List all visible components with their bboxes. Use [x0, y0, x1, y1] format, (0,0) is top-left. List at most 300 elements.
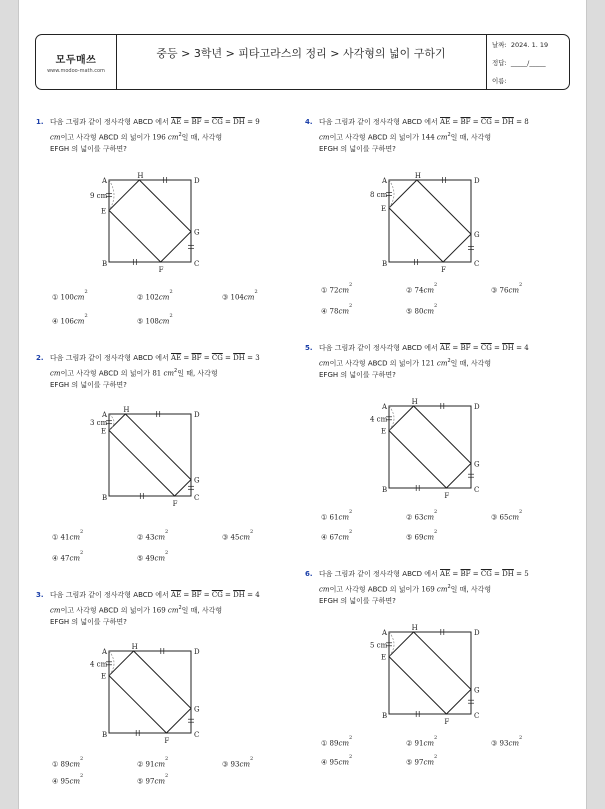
segment-length: 5 — [524, 570, 529, 578]
answer-choice-5[interactable] — [406, 754, 438, 767]
vertex-label-b: B — [382, 486, 388, 494]
choice-value: 93 — [499, 739, 509, 748]
vertex-label-h: H — [411, 398, 418, 406]
choice-exponent: 2 — [165, 529, 169, 535]
date-row — [492, 40, 548, 49]
choice-unit: cm — [423, 513, 434, 522]
choice-exponent: 2 — [165, 773, 169, 779]
brand-name: 모두매쓰 — [55, 55, 97, 66]
choice-number: ② — [406, 513, 413, 522]
area-value: 169 — [152, 605, 166, 614]
segment-ae: $\overline{AE}$ — [440, 570, 451, 578]
side-length-label: 5 cm — [370, 641, 388, 650]
answer-choice-2[interactable] — [137, 529, 169, 542]
area-value: 121 — [421, 358, 435, 367]
answer-choice-5[interactable] — [137, 773, 169, 786]
choice-value: 67 — [329, 533, 339, 542]
square-efgh — [389, 406, 471, 488]
choice-number: ⑤ — [406, 533, 413, 542]
vertex-label-c: C — [474, 486, 480, 494]
side-length-label: 8 cm — [370, 190, 388, 199]
choice-exponent: 2 — [349, 754, 353, 760]
choice-value: 93 — [230, 760, 240, 769]
problem-question: EFGH 의 넓이를 구하면? — [319, 597, 396, 606]
breadcrumb: 중등 > 3학년 > 피타고라스의 정리 > 사각형의 넓이 구하기 — [156, 47, 446, 60]
choice-value: 108 — [145, 317, 159, 326]
choice-number: ③ — [222, 533, 229, 542]
problem-question: EFGH 의 넓이를 구하면? — [319, 371, 396, 380]
answer-choice-4[interactable] — [321, 529, 353, 542]
choice-unit: cm — [69, 760, 80, 769]
name-label: 이름: — [492, 77, 507, 85]
choice-exponent: 2 — [80, 550, 84, 556]
problem-tail: 일 때, 사각형 — [181, 132, 223, 141]
answer-choice-4[interactable] — [52, 550, 84, 563]
vertex-label-b: B — [102, 731, 108, 739]
area-exponent: 2 — [178, 604, 182, 611]
choice-number: ④ — [52, 777, 59, 786]
segment-ae: $\overline{AE}$ — [440, 118, 451, 126]
answer-choice-1[interactable] — [52, 756, 84, 769]
answer-choice-2[interactable] — [137, 289, 173, 302]
choice-exponent: 2 — [80, 756, 84, 762]
problem-question: EFGH 의 넓이를 구하면? — [50, 145, 127, 154]
choice-value: 47 — [60, 554, 70, 563]
choice-exponent: 2 — [254, 289, 258, 295]
choice-exponent: 2 — [349, 509, 353, 515]
problem-question: EFGH 의 넓이를 구하면? — [319, 145, 396, 154]
segment-dh: $\overline{DH}$ — [502, 570, 514, 578]
problem-number: 1. — [36, 118, 44, 126]
square-efgh — [109, 180, 191, 262]
square-figure — [89, 643, 219, 743]
choice-number: ④ — [321, 307, 328, 316]
square-figure — [369, 398, 499, 498]
choice-unit: cm — [69, 533, 80, 542]
vertex-label-c: C — [474, 260, 480, 268]
choice-unit: cm — [338, 533, 349, 542]
choice-exponent: 2 — [434, 754, 438, 760]
worksheet-page — [18, 0, 587, 809]
vertex-label-e: E — [101, 672, 107, 681]
choice-value: 91 — [414, 739, 424, 748]
vertex-label-a: A — [382, 177, 388, 185]
choice-unit: cm — [338, 758, 349, 767]
area-exponent: 2 — [447, 583, 451, 590]
choice-number: ③ — [491, 513, 498, 522]
choice-number: ① — [52, 533, 59, 542]
square-abcd — [389, 180, 471, 262]
vertex-label-f: F — [444, 718, 450, 724]
problem-tail: 일 때, 사각형 — [181, 605, 223, 614]
area-unit: cm — [436, 358, 448, 367]
choice-value: 104 — [230, 293, 244, 302]
length-unit: cm — [50, 605, 61, 614]
choice-number: ⑤ — [406, 758, 413, 767]
choice-value: 43 — [145, 533, 155, 542]
vertex-label-a: A — [382, 629, 388, 637]
problem-intro: 다음 그림과 같이 정사각형 ABCD 에서 — [319, 344, 438, 352]
area-value: 144 — [421, 132, 435, 141]
problem-number: 3. — [36, 591, 44, 599]
answer-choice-2[interactable] — [406, 282, 438, 295]
vertex-label-d: D — [474, 629, 480, 637]
problem-mid: 이고 사각형 ABCD 의 넓이가 — [329, 132, 420, 141]
score-label: 정답: — [492, 59, 507, 67]
problem-number: 4. — [305, 118, 313, 126]
segment-length: 8 — [524, 118, 529, 126]
answer-choice-3[interactable] — [222, 756, 254, 769]
vertex-label-f: F — [172, 500, 178, 506]
segment-bf: $\overline{BF}$ — [460, 118, 471, 126]
problem-tail: 일 때, 사각형 — [450, 584, 492, 593]
segment-ae: $\overline{AE}$ — [171, 354, 182, 362]
choice-exponent: 2 — [434, 282, 438, 288]
side-length-label: 4 cm — [370, 415, 388, 424]
vertex-label-a: A — [102, 648, 108, 656]
choice-value: 72 — [329, 286, 339, 295]
problem-statement: 다음 그림과 같이 정사각형 ABCD 에서 $\overline{AE} = \overline{BF} = \overline{CG} = \overline{DH} = 4$ cm이고 사각형 ABCD 의 넓이가 121 $cm^2$일 때, 사각형 EFGH 의 넓이를 구하면? — [319, 344, 529, 380]
choice-unit: cm — [154, 554, 165, 563]
side-length-label: 9 cm — [90, 192, 108, 201]
problem-intro: 다음 그림과 같이 정사각형 ABCD 에서 — [319, 118, 438, 126]
choice-exponent: 2 — [84, 289, 88, 295]
square-efgh — [389, 180, 471, 262]
choice-value: 76 — [499, 286, 509, 295]
choice-unit: cm — [508, 739, 519, 748]
name-row — [492, 76, 507, 85]
choice-number: ② — [137, 293, 144, 302]
segment-bf: $\overline{BF}$ — [191, 591, 202, 599]
score-row — [492, 58, 546, 67]
choice-value: 102 — [145, 293, 159, 302]
answer-choice-4[interactable] — [321, 303, 353, 316]
choice-exponent: 2 — [165, 756, 169, 762]
vertex-label-a: A — [102, 177, 108, 185]
vertex-label-e: E — [381, 204, 387, 213]
segment-bf: $\overline{BF}$ — [460, 570, 471, 578]
vertex-label-d: D — [194, 411, 200, 419]
vertex-label-e: E — [101, 207, 107, 216]
segment-cg: $\overline{CG}$ — [480, 118, 492, 126]
segment-dh: $\overline{DH}$ — [233, 354, 245, 362]
answer-choice-3[interactable] — [491, 509, 523, 522]
choice-exponent: 2 — [434, 303, 438, 309]
choice-value: 95 — [329, 758, 339, 767]
date-value: 2024. 1. 19 — [510, 41, 549, 49]
area-exponent: 2 — [178, 131, 182, 138]
brand-box — [36, 35, 117, 89]
choice-unit: cm — [158, 293, 170, 302]
choice-number: ② — [137, 533, 144, 542]
choice-value: 69 — [414, 533, 424, 542]
problem-mid: 이고 사각형 ABCD 의 넓이가 — [60, 368, 151, 377]
vertex-label-g: G — [474, 231, 480, 240]
choice-unit: cm — [338, 307, 349, 316]
problem-statement: 다음 그림과 같이 정사각형 ABCD 에서 $\overline{AE} = \overline{BF} = \overline{CG} = \overline{DH} = 5$ cm이고 사각형 ABCD 의 넓이가 169 $cm^2$일 때, 사각형 EFGH 의 넓이를 구하면? — [319, 570, 529, 606]
vertex-label-h: H — [123, 406, 130, 414]
choice-value: 78 — [329, 307, 339, 316]
segment-bf: $\overline{BF}$ — [460, 344, 471, 352]
choice-unit: cm — [338, 739, 349, 748]
choice-value: 74 — [414, 286, 424, 295]
problem-number: 5. — [305, 344, 313, 352]
choice-unit: cm — [423, 307, 434, 316]
problem-statement: 다음 그림과 같이 정사각형 ABCD 에서 $\overline{AE} = \overline{BF} = \overline{CG} = \overline{DH} = 8$ cm이고 사각형 ABCD 의 넓이가 144 $cm^2$일 때, 사각형 EFGH 의 넓이를 구하면? — [319, 118, 529, 154]
choice-unit: cm — [239, 760, 250, 769]
vertex-label-f: F — [164, 737, 170, 743]
segment-dh: $\overline{DH}$ — [502, 118, 514, 126]
vertex-label-c: C — [474, 712, 480, 720]
choice-number: ① — [321, 513, 328, 522]
square-abcd — [109, 414, 191, 496]
choice-unit: cm — [154, 777, 165, 786]
answer-choice-1[interactable] — [321, 735, 353, 748]
choice-number: ⑤ — [137, 777, 144, 786]
segment-cg: $\overline{CG}$ — [211, 354, 223, 362]
area-exponent: 2 — [447, 131, 451, 138]
choice-number: ⑤ — [137, 554, 144, 563]
date-label: 날짜: — [492, 41, 507, 49]
vertex-label-g: G — [194, 705, 200, 714]
choice-number: ⑤ — [137, 317, 144, 326]
vertex-label-c: C — [194, 494, 200, 502]
choice-exponent: 2 — [434, 735, 438, 741]
segment-bf: $\overline{BF}$ — [191, 354, 202, 362]
segment-dh: $\overline{DH}$ — [502, 344, 514, 352]
problem-intro: 다음 그림과 같이 정사각형 ABCD 에서 — [319, 570, 438, 578]
vertex-label-d: D — [474, 403, 480, 411]
segment-dh: $\overline{DH}$ — [233, 591, 245, 599]
vertex-label-g: G — [194, 228, 200, 237]
choice-exponent: 2 — [519, 735, 523, 741]
choice-number: ② — [406, 286, 413, 295]
segment-dh: $\overline{DH}$ — [233, 118, 245, 126]
problem-tail: 일 때, 사각형 — [177, 368, 218, 377]
choice-exponent: 2 — [349, 282, 353, 288]
choice-exponent: 2 — [165, 550, 169, 556]
problem-mid: 이고 사각형 ABCD 의 넓이가 — [329, 584, 420, 593]
vertex-label-g: G — [194, 476, 200, 485]
choice-unit: cm — [69, 554, 80, 563]
area-unit: cm — [436, 132, 448, 141]
choice-number: ③ — [222, 760, 229, 769]
vertex-label-h: H — [411, 624, 418, 632]
answer-choice-1[interactable] — [321, 282, 353, 295]
vertex-label-d: D — [194, 177, 200, 185]
choice-number: ③ — [222, 293, 229, 302]
choice-exponent: 2 — [349, 735, 353, 741]
choice-value: 89 — [60, 760, 70, 769]
area-value: 196 — [152, 132, 166, 141]
problem-mid: 이고 사각형 ABCD 의 넓이가 — [329, 358, 420, 367]
problem-question: EFGH 의 넓이를 구하면? — [50, 618, 127, 627]
choice-unit: cm — [508, 286, 519, 295]
answer-choice-2[interactable] — [406, 509, 438, 522]
problem-number: 2. — [36, 354, 44, 362]
choice-exponent: 2 — [519, 282, 523, 288]
choice-unit: cm — [239, 533, 250, 542]
answer-choice-3[interactable] — [491, 282, 523, 295]
choice-unit: cm — [69, 777, 80, 786]
choice-value: 61 — [329, 513, 339, 522]
answer-choice-2[interactable] — [137, 756, 169, 769]
choice-unit: cm — [423, 758, 434, 767]
side-length-label: 4 cm — [90, 660, 108, 669]
choice-exponent: 2 — [519, 509, 523, 515]
answer-choice-4[interactable] — [52, 773, 84, 786]
vertex-label-a: A — [382, 403, 388, 411]
choice-value: 89 — [329, 739, 339, 748]
choice-exponent: 2 — [169, 289, 173, 295]
length-unit: cm — [319, 358, 330, 367]
problem-mid: 이고 사각형 ABCD 의 넓이가 — [60, 605, 151, 614]
problem-intro: 다음 그림과 같이 정사각형 ABCD 에서 — [50, 354, 169, 362]
choice-unit: cm — [243, 293, 255, 302]
score-value: _____/_____ — [510, 59, 546, 67]
problem-statement: 다음 그림과 같이 정사각형 ABCD 에서 $\overline{AE} = \overline{BF} = \overline{CG} = \overline{DH} = 4$ cm이고 사각형 ABCD 의 넓이가 169 $cm^2$일 때, 사각형 EFGH 의 넓이를 구하면? — [50, 591, 260, 627]
choice-exponent: 2 — [80, 773, 84, 779]
answer-choice-3[interactable] — [222, 289, 258, 302]
vertex-label-g: G — [474, 460, 480, 469]
area-unit: cm — [163, 368, 175, 377]
problem-mid: 이고 사각형 ABCD 의 넓이가 — [60, 132, 151, 141]
choice-exponent: 2 — [80, 529, 84, 535]
length-unit: cm — [319, 584, 330, 593]
problem-statement: 다음 그림과 같이 정사각형 ABCD 에서 $\overline{AE} = \overline{BF} = \overline{CG} = \overline{DH} = 9$ cm이고 사각형 ABCD 의 넓이가 196 $cm^2$일 때, 사각형 EFGH 의 넓이를 구하면? — [50, 118, 260, 154]
choice-value: 45 — [230, 533, 240, 542]
choice-unit: cm — [154, 760, 165, 769]
segment-length: 9 — [255, 118, 260, 126]
square-efgh — [389, 632, 471, 714]
length-unit: cm — [50, 368, 61, 377]
square-figure — [369, 624, 499, 724]
vertex-label-e: E — [381, 653, 387, 662]
choice-number: ④ — [52, 554, 59, 563]
choice-exponent: 2 — [84, 313, 88, 319]
answer-choice-5[interactable] — [406, 303, 438, 316]
vertex-label-h: H — [414, 172, 421, 180]
area-exponent: 2 — [447, 357, 451, 364]
answer-choice-5[interactable] — [406, 529, 438, 542]
vertex-label-a: A — [102, 411, 108, 419]
brand-url: www.modoo-math.com — [47, 68, 105, 74]
problem-tail: 일 때, 사각형 — [450, 358, 492, 367]
choice-exponent: 2 — [250, 756, 254, 762]
vertex-label-c: C — [194, 260, 200, 268]
choice-value: 97 — [414, 758, 424, 767]
choice-exponent: 2 — [250, 529, 254, 535]
choice-unit: cm — [154, 533, 165, 542]
vertex-label-f: F — [444, 492, 450, 498]
worksheet-header — [35, 34, 570, 90]
area-unit: cm — [167, 605, 179, 614]
vertex-label-f: F — [441, 266, 446, 272]
problem-number: 6. — [305, 570, 313, 578]
choice-number: ① — [321, 286, 328, 295]
choice-number: ④ — [321, 533, 328, 542]
area-exponent: 2 — [174, 367, 178, 374]
choice-exponent: 2 — [349, 529, 353, 535]
answer-choice-5[interactable] — [137, 550, 169, 563]
choice-value: 95 — [60, 777, 70, 786]
length-unit: cm — [50, 132, 61, 141]
problem-question: EFGH 의 넓이를 구하면? — [50, 381, 127, 390]
answer-choice-5[interactable] — [137, 313, 173, 326]
square-abcd — [109, 180, 191, 262]
choice-unit: cm — [73, 317, 85, 326]
problem-intro: 다음 그림과 같이 정사각형 ABCD 에서 — [50, 591, 169, 599]
vertex-label-h: H — [131, 643, 138, 651]
square-figure — [369, 172, 499, 272]
segment-ae: $\overline{AE}$ — [171, 118, 182, 126]
area-unit: cm — [167, 132, 179, 141]
vertex-label-b: B — [382, 260, 388, 268]
vertex-label-e: E — [101, 427, 107, 436]
segment-ae: $\overline{AE}$ — [171, 591, 182, 599]
choice-value: 63 — [414, 513, 424, 522]
meta-box — [486, 35, 571, 89]
choice-number: ③ — [491, 286, 498, 295]
choice-exponent: 2 — [434, 509, 438, 515]
answer-choice-1[interactable] — [52, 529, 84, 542]
choice-number: ② — [137, 760, 144, 769]
choice-number: ③ — [491, 739, 498, 748]
answer-choice-3[interactable] — [491, 735, 523, 748]
segment-length: 3 — [255, 354, 260, 362]
vertex-label-b: B — [382, 712, 388, 720]
square-efgh — [109, 414, 191, 496]
segment-bf: $\overline{BF}$ — [191, 118, 202, 126]
choice-unit: cm — [508, 513, 519, 522]
choice-value: 80 — [414, 307, 424, 316]
choice-number: ④ — [321, 758, 328, 767]
choice-value: 106 — [60, 317, 74, 326]
segment-cg: $\overline{CG}$ — [480, 570, 492, 578]
vertex-label-d: D — [194, 648, 200, 656]
answer-choice-1[interactable] — [321, 509, 353, 522]
area-value: 169 — [421, 584, 435, 593]
answer-choice-1[interactable] — [52, 289, 88, 302]
choice-number: ② — [406, 739, 413, 748]
segment-cg: $\overline{CG}$ — [211, 118, 223, 126]
vertex-label-b: B — [102, 260, 108, 268]
choice-value: 65 — [499, 513, 509, 522]
square-figure — [89, 406, 219, 506]
choice-unit: cm — [423, 286, 434, 295]
choice-unit: cm — [338, 513, 349, 522]
choice-unit: cm — [423, 533, 434, 542]
vertex-label-h: H — [137, 172, 144, 180]
segment-cg: $\overline{CG}$ — [211, 591, 223, 599]
answer-choice-3[interactable] — [222, 529, 254, 542]
vertex-label-d: D — [474, 177, 480, 185]
problem-statement: 다음 그림과 같이 정사각형 ABCD 에서 $\overline{AE} = \overline{BF} = \overline{CG} = \overline{DH} = 3$ cm이고 사각형 ABCD 의 넓이가 81 $cm^2$일 때, 사각형 EFGH 의 넓이를 구하면? — [50, 354, 260, 390]
answer-choice-4[interactable] — [321, 754, 353, 767]
vertex-label-e: E — [381, 427, 387, 436]
answer-choice-4[interactable] — [52, 313, 88, 326]
choice-unit: cm — [338, 286, 349, 295]
problem-intro: 다음 그림과 같이 정사각형 ABCD 에서 — [50, 118, 169, 126]
square-figure — [89, 172, 219, 272]
segment-ae: $\overline{AE}$ — [440, 344, 451, 352]
answer-choice-2[interactable] — [406, 735, 438, 748]
square-efgh — [109, 651, 191, 733]
length-unit: cm — [319, 132, 330, 141]
choice-value: 49 — [145, 554, 155, 563]
choice-unit: cm — [158, 317, 170, 326]
choice-value: 97 — [145, 777, 155, 786]
